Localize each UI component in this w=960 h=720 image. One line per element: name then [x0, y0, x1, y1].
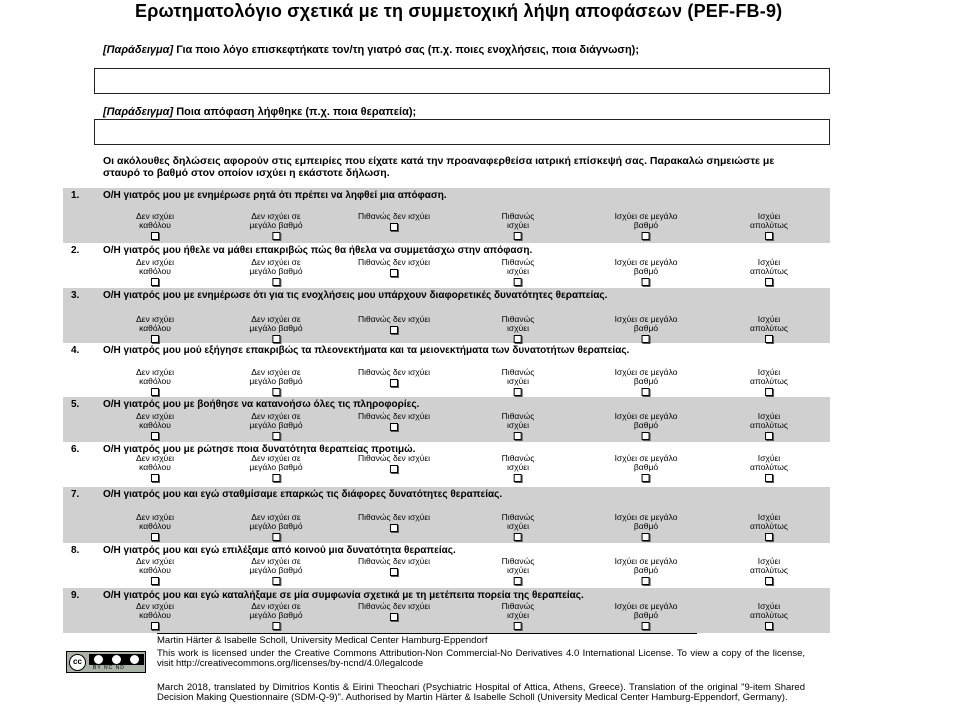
answer-checkbox[interactable] — [272, 432, 280, 440]
answer-checkbox[interactable] — [390, 568, 398, 576]
answer-option — [249, 557, 302, 587]
question-number: 4. — [71, 345, 80, 356]
answer-option — [502, 454, 535, 484]
answer-checkbox[interactable] — [514, 474, 522, 482]
answer-checkbox[interactable] — [514, 388, 522, 396]
example-tag: [Παράδειγμα] — [103, 44, 174, 56]
answer-option — [136, 513, 174, 543]
answer-checkbox[interactable] — [642, 577, 650, 585]
answer-checkbox[interactable] — [642, 622, 650, 630]
question-text: Ο/Η γιατρός μου και εγώ σταθμίσαμε επαρκώς τις διάφορες δυνατότητες θεραπείας. — [103, 489, 503, 500]
answer-option-label: Ισχύει απολύτως — [750, 367, 788, 386]
answer-option-label: Πιθανώς δεν ισχύει — [357, 601, 431, 611]
answer-option-label: Δεν ισχύει καθόλου — [135, 211, 175, 230]
answer-option-label: Ισχύει σε μεγάλο βαθμό — [614, 314, 678, 333]
question-text: Ο/Η γιατρός μου με ενημέρωσε ότι για τις ενοχλήσεις μου υπάρχουν διαφορετικές δυνατότητες θεραπείας. — [103, 290, 608, 301]
answer-option — [615, 412, 678, 442]
visit-reason-field[interactable] — [94, 68, 830, 94]
answer-option-label: Δεν ισχύει καθόλου — [135, 453, 175, 472]
answer-option — [358, 315, 430, 336]
answer-option-label: Δεν ισχύει καθόλου — [135, 367, 175, 386]
answer-option-label: Πιθανώς δεν ισχύει — [357, 556, 431, 566]
question-number: 3. — [71, 290, 80, 301]
answer-option — [358, 513, 430, 534]
prompt-decision-text: Ποια απόφαση λήφθηκε (π.χ. ποια θεραπεία); — [176, 106, 417, 118]
answer-option — [249, 315, 302, 345]
answer-option — [358, 368, 430, 389]
answer-checkbox[interactable] — [151, 278, 159, 286]
answer-checkbox[interactable] — [514, 232, 522, 240]
answer-option — [502, 258, 535, 288]
answer-option-label: Ισχύει σε μεγάλο βαθμό — [614, 367, 678, 386]
question-text: Ο/Η γιατρός μου μού εξήγησε επακριβώς τα πλεονεκτήματα και τα μειονεκτήματα των δυνατοτήτων θεραπείας. — [103, 345, 630, 356]
answer-option-label: Ισχύει απολύτως — [750, 411, 788, 430]
answer-checkbox[interactable] — [514, 577, 522, 585]
answer-option — [615, 368, 678, 398]
answer-option — [615, 258, 678, 288]
answer-checkbox[interactable] — [151, 622, 159, 630]
answer-option-label: Ισχύει απολύτως — [750, 601, 788, 620]
prompt-visit-reason-text: Για ποιο λόγο επισκεφτήκατε τον/τη γιατρό σας (π.χ. ποιες ενοχλήσεις, ποια διάγνωση); — [176, 44, 639, 56]
answer-checkbox[interactable] — [765, 577, 773, 585]
answer-checkbox[interactable] — [390, 379, 398, 387]
answer-option-label: Δεν ισχύει καθόλου — [135, 512, 175, 531]
answer-checkbox[interactable] — [765, 335, 773, 343]
example-tag: [Παράδειγμα] — [103, 106, 174, 118]
answer-option — [136, 212, 174, 242]
answer-checkbox[interactable] — [514, 432, 522, 440]
answer-option-label: Δεν ισχύει σε μεγάλο βαθμό — [249, 211, 303, 230]
answer-option — [750, 513, 788, 543]
answer-checkbox[interactable] — [390, 423, 398, 431]
answer-option-label: Δεν ισχύει σε μεγάλο βαθμό — [249, 257, 303, 276]
answer-checkbox[interactable] — [390, 223, 398, 231]
answer-option — [750, 368, 788, 398]
nc-icon — [112, 655, 121, 664]
answer-option — [136, 258, 174, 288]
question-number: 9. — [71, 590, 80, 601]
answer-option-label: Δεν ισχύει σε μεγάλο βαθμό — [249, 453, 303, 472]
answer-checkbox[interactable] — [151, 533, 159, 541]
answer-option-label: Δεν ισχύει καθόλου — [135, 411, 175, 430]
answer-checkbox[interactable] — [642, 474, 650, 482]
answer-option-label: Ισχύει σε μεγάλο βαθμό — [614, 453, 678, 472]
answer-option — [750, 557, 788, 587]
answer-option-label: Πιθανώς ισχύει — [501, 512, 535, 531]
answer-checkbox[interactable] — [642, 232, 650, 240]
answer-option — [750, 412, 788, 442]
answer-option — [750, 212, 788, 242]
answer-option-label: Πιθανώς ισχύει — [501, 453, 535, 472]
answer-checkbox[interactable] — [765, 622, 773, 630]
answer-option — [615, 315, 678, 345]
nd-icon — [130, 655, 139, 664]
answer-option-label: Πιθανώς δεν ισχύει — [357, 367, 431, 377]
question-text: Ο/Η γιατρός μου και εγώ καταλήξαμε σε μία συμφωνία σχετικά με τη μετέπειτα πορεία της θεραπείας. — [103, 590, 584, 601]
answer-checkbox[interactable] — [642, 335, 650, 343]
answer-option — [615, 602, 678, 632]
instructions: Οι ακόλουθες δηλώσεις αφορούν στις εμπειρίες που είχατε κατά την προαναφερθείσα ιατρική επίσκεψή σας. Παρακαλώ σημειώστε με σταυρό το βαθμό στον οποίον ισχύει η εκάστοτε δήλωση. — [103, 155, 775, 179]
answer-checkbox[interactable] — [514, 278, 522, 286]
answer-checkbox[interactable] — [272, 232, 280, 240]
answer-checkbox[interactable] — [642, 533, 650, 541]
answer-option-label: Δεν ισχύει σε μεγάλο βαθμό — [249, 411, 303, 430]
answer-option-label: Ισχύει σε μεγάλο βαθμό — [614, 211, 678, 230]
answer-checkbox[interactable] — [390, 269, 398, 277]
answer-option — [750, 602, 788, 632]
answer-option — [750, 315, 788, 345]
license-codes: BY NC ND — [93, 665, 125, 671]
question-item — [63, 188, 830, 243]
answer-option-label: Δεν ισχύει σε μεγάλο βαθμό — [249, 367, 303, 386]
answer-checkbox[interactable] — [272, 388, 280, 396]
answer-option — [249, 412, 302, 442]
answer-option — [750, 454, 788, 484]
answer-option-label: Ισχύει απολύτως — [750, 257, 788, 276]
answer-option — [136, 315, 174, 345]
answer-option — [358, 412, 430, 433]
answer-checkbox[interactable] — [514, 335, 522, 343]
footer-divider — [157, 633, 697, 634]
question-item — [63, 442, 830, 487]
question-number: 1. — [71, 190, 80, 201]
answer-option-label: Πιθανώς δεν ισχύει — [357, 257, 431, 267]
answer-checkbox[interactable] — [765, 388, 773, 396]
question-item — [63, 288, 830, 343]
answer-option — [136, 557, 174, 587]
answer-option — [358, 602, 430, 623]
answer-option — [249, 258, 302, 288]
answer-option — [502, 412, 535, 442]
question-text: Ο/Η γιατρός μου με ρώτησε ποια δυνατότητα θεραπείας προτιμώ. — [103, 444, 416, 455]
answer-checkbox[interactable] — [765, 474, 773, 482]
answer-checkbox[interactable] — [272, 278, 280, 286]
answer-option — [615, 557, 678, 587]
answer-option — [249, 513, 302, 543]
answer-checkbox[interactable] — [765, 533, 773, 541]
answer-option-label: Πιθανώς ισχύει — [501, 314, 535, 333]
question-item — [63, 243, 830, 288]
answer-checkbox[interactable] — [151, 335, 159, 343]
answer-option-label: Πιθανώς δεν ισχύει — [357, 453, 431, 463]
answer-option — [502, 513, 535, 543]
answer-checkbox[interactable] — [642, 278, 650, 286]
question-number: 6. — [71, 444, 80, 455]
answer-option-label: Ισχύει σε μεγάλο βαθμό — [614, 556, 678, 575]
answer-option-label: Δεν ισχύει σε μεγάλο βαθμό — [249, 512, 303, 531]
question-item — [63, 588, 830, 633]
answer-option — [502, 602, 535, 632]
answer-option-label: Ισχύει απολύτως — [750, 314, 788, 333]
answer-option — [358, 557, 430, 578]
question-number: 5. — [71, 399, 80, 410]
answer-option — [249, 602, 302, 632]
question-item — [63, 343, 830, 397]
answer-option — [358, 258, 430, 279]
answer-checkbox[interactable] — [272, 622, 280, 630]
answer-checkbox[interactable] — [765, 432, 773, 440]
question-text: Ο/Η γιατρός μου με βοήθησε να κατανοήσω όλες τις πληροφορίες. — [103, 399, 420, 410]
answer-option-label: Πιθανώς ισχύει — [501, 367, 535, 386]
answer-checkbox[interactable] — [151, 474, 159, 482]
answer-option — [249, 454, 302, 484]
answer-checkbox[interactable] — [151, 388, 159, 396]
answer-option-label: Δεν ισχύει σε μεγάλο βαθμό — [249, 601, 303, 620]
answer-option-label: Πιθανώς ισχύει — [501, 411, 535, 430]
question-text: Ο/Η γιατρός μου και εγώ επιλέξαμε από κοινού μια δυνατότητα θεραπείας. — [103, 545, 456, 556]
cc-logo-icon: cc — [69, 654, 86, 671]
answer-option-label: Ισχύει σε μεγάλο βαθμό — [614, 257, 678, 276]
answer-checkbox[interactable] — [765, 232, 773, 240]
answer-option — [750, 258, 788, 288]
answer-option — [615, 513, 678, 543]
answer-option — [502, 212, 535, 242]
answer-option — [358, 212, 430, 233]
questionnaire-title: Ερωτηματολόγιο σχετικά με τη συμμετοχική λήψη αποφάσεων (PEF-FB-9) — [135, 1, 783, 21]
answer-option — [136, 602, 174, 632]
answer-checkbox[interactable] — [765, 278, 773, 286]
question-item — [63, 543, 830, 588]
answer-option-label: Ισχύει απολύτως — [750, 211, 788, 230]
answer-option-label: Δεν ισχύει καθόλου — [135, 314, 175, 333]
answer-option — [502, 368, 535, 398]
answer-checkbox[interactable] — [272, 474, 280, 482]
answer-option-label: Δεν ισχύει καθόλου — [135, 601, 175, 620]
answer-checkbox[interactable] — [272, 533, 280, 541]
answer-option — [502, 315, 535, 345]
question-number: 7. — [71, 489, 80, 500]
license-text: This work is licensed under the Creative Commons Attribution-Non Commercial-No Derivatives 4.0 International License. To view a copy of the license, visit http://creativecommons.org/licenses/by-ncnd/4.0/legalcode — [157, 648, 805, 669]
answer-option — [615, 212, 678, 242]
answer-option — [502, 557, 535, 587]
answer-option-label: Πιθανώς δεν ισχύει — [357, 314, 431, 324]
answer-option-label: Ισχύει σε μεγάλο βαθμό — [614, 601, 678, 620]
question-text: Ο/Η γιατρός μου ήθελε να μάθει επακριβώς πώς θα ήθελα να συμμετάσχω στην απόφαση. — [103, 245, 533, 256]
answer-option — [358, 454, 430, 475]
footer-authors: Martin Härter & Isabelle Scholl, University Medical Center Hamburg-Eppendorf — [157, 635, 488, 646]
answer-option-label: Πιθανώς ισχύει — [501, 257, 535, 276]
answer-checkbox[interactable] — [390, 326, 398, 334]
answer-option-label: Πιθανώς δεν ισχύει — [357, 411, 431, 421]
translation-note: March 2018, translated by Dimitrios Kontis & Eirini Theochari (Psychiatric Hospital of Attica, Athens, Greece). Translation of the original "9-item Shared Decision Making Questionnaire (SDM-Q-9)". Authorised by Martin Härter & Isabelle Scholl (University Medical Center Hamburg-Eppendorf, Germany). — [157, 682, 805, 703]
question-number: 8. — [71, 545, 80, 556]
answer-option-label: Δεν ισχύει καθόλου — [135, 257, 175, 276]
answer-checkbox[interactable] — [642, 432, 650, 440]
answer-option — [136, 454, 174, 484]
answer-option-label: Δεν ισχύει καθόλου — [135, 556, 175, 575]
question-text: Ο/Η γιατρός μου με ενημέρωσε ρητά ότι πρέπει να ληφθεί μια απόφαση. — [103, 190, 447, 201]
question-number: 2. — [71, 245, 80, 256]
answer-option-label: Πιθανώς ισχύει — [501, 211, 535, 230]
answer-option-label: Πιθανώς ισχύει — [501, 601, 535, 620]
answer-option — [136, 368, 174, 398]
prompt-decision — [103, 106, 803, 118]
answer-option-label: Δεν ισχύει σε μεγάλο βαθμό — [249, 314, 303, 333]
answer-checkbox[interactable] — [272, 335, 280, 343]
answer-option-label: Ισχύει απολύτως — [750, 556, 788, 575]
answer-option-label: Ισχύει απολύτως — [750, 512, 788, 531]
answer-checkbox[interactable] — [390, 524, 398, 532]
answer-checkbox[interactable] — [151, 577, 159, 585]
answer-option — [249, 212, 302, 242]
answer-option-label: Ισχύει απολύτως — [750, 453, 788, 472]
answer-option-label: Πιθανώς δεν ισχύει — [357, 211, 431, 221]
answer-checkbox[interactable] — [151, 432, 159, 440]
answer-option-label: Πιθανώς ισχύει — [501, 556, 535, 575]
answer-checkbox[interactable] — [390, 465, 398, 473]
by-icon — [94, 655, 103, 664]
answer-checkbox[interactable] — [514, 533, 522, 541]
question-item — [63, 397, 830, 442]
creative-commons-badge — [66, 651, 146, 673]
answer-option-label: Πιθανώς δεν ισχύει — [357, 512, 431, 522]
answer-option — [615, 454, 678, 484]
decision-field[interactable] — [94, 119, 830, 145]
answer-option-label: Ισχύει σε μεγάλο βαθμό — [614, 512, 678, 531]
answer-checkbox[interactable] — [514, 622, 522, 630]
answer-checkbox[interactable] — [390, 613, 398, 621]
answer-option-label: Δεν ισχύει σε μεγάλο βαθμό — [249, 556, 303, 575]
prompt-visit-reason — [103, 44, 803, 56]
answer-checkbox[interactable] — [642, 388, 650, 396]
question-item — [63, 487, 830, 543]
answer-checkbox[interactable] — [151, 232, 159, 240]
answer-checkbox[interactable] — [272, 577, 280, 585]
answer-option-label: Ισχύει σε μεγάλο βαθμό — [614, 411, 678, 430]
answer-option — [136, 412, 174, 442]
answer-option — [249, 368, 302, 398]
